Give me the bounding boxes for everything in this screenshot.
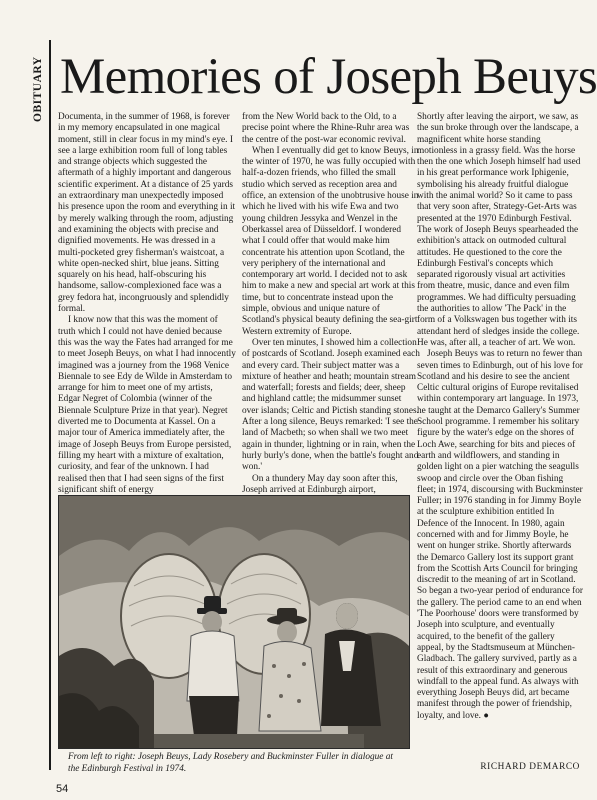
body-column-1 [58, 112, 236, 494]
article-photo [58, 495, 410, 749]
paragraph: When I eventually did get to know Beuys, in the winter of 1970, he was fully occupied with half-a-dozen friends, who filled the small studio which served as reception area and office, an extension of the unobtrusive house in which he lived with his wife Ewa and two young children Jessyka and Wenzel in the Oberkassel area of Düsseldorf. I wondered what I could offer that would make him concentrate his attention upon Scotland, the very periphery of the international and contemporary art world. I decided not to ask him to make a new and special art work at this time, but to concentrate instead upon the simple, obvious and unique nature of Scotland's physical beauty defining the sea-girt Western extremity of Europe. [242, 145, 419, 337]
page-number: 54 [56, 783, 69, 795]
paragraph: from the New World back to the Old, to a precise point where the Rhine-Ruhr area was the centre of the post-war economic revival. [242, 112, 410, 145]
body-column-2 [242, 112, 420, 494]
paragraph: I know now that this was the moment of truth which I could not have denied because this was the way the Fates had arranged for me to meet Joseph Beuys, on what I had innocently imagined was a journey from the 1968 Venice Biennale to see Edy de Wilde in Amsterdam to arrange for him to meet one of my artists, Edgar Negret of Colombia (winner of the Biennale Sculpture Prize in that year). Negret diverted me to Documenta at Kassel. On a major tour of America immediately after, the image of Joseph Beuys from Europe persisted, filling my heart with a mixture of exaltation, curiosity, and fear of the unknown. I had realised then that I had seen signs of the first significant shift of energy [58, 315, 236, 495]
photo-illustration [59, 496, 409, 748]
vertical-rule [49, 40, 51, 770]
body-column-3 [417, 112, 583, 772]
paragraph: Documenta, in the summer of 1968, is forever in my memory encapsulated in one magical moment, still in clear focus in my mind's eye. I see a large exhibition room full of long tables and strange objects which suggested the aftermath of a highly important and dangerous scientific experiment. At a distance of 25 yards an extraordinary man unexpectedly imposed his presence upon the room and everything in it by merely walking through the room, adjusting and examining the objects with precise and dignified movements. He was dressed in a multi-pocketed grey fisherman's waistcoat, a white open-necked shirt, blue jeans. Sitting squarely on his head, half-obscuring his handsome, sallow-complexioned face was a grey fedora hat, incongruously and splendidly formal. [58, 112, 236, 315]
photo-caption: From left to right: Joseph Beuys, Lady Rosebery and Buckminster Fuller in dialogue at the Edinburgh Festival in 1974. [68, 752, 393, 774]
paragraph: Joseph Beuys was to return no fewer than seven times to Edinburgh, out of his love for Scotland and his desire to see the ancient Celtic cultural origins of Europe revitalised within contemporary art language. In 1973, he taught at the Demarco Gallery's Summer School programme. I remember his solitary figure by the water's edge on the shores of Loch Awe, searching for bits and pieces of earth and wildflowers, and standing in golden light on a pier watching the seagulls swoop and circle over the Oban fishing fleet; in 1974, discoursing with Buckminster Fuller; in 1976 standing in for Jimmy Boyle at the sculpture exhibition entitled In Defence of the Innocent. In 1980, again concerned with and for Jimmy Boyle, he went on hunger strike. Shortly afterwards the Demarco Gallery lost its support grant from the Scottish Arts Council for bringing discredit to the meaning of art in Scotland. So began a two-year period of endurance for the gallery. The period came to an end when 'The Poorhouse' doors were transformed by Joseph into sculpture, and eventually acquired, to the benefit of the gallery appeal, by the Stadtsmuseum at München-Gladbach. The gallery survived, partly as a result of this extraordinary and generous windfall to the appeal fund. As always with everything Joseph Beuys did, art became manifest through the power of friendship, loyalty, and love. ● [417, 349, 583, 721]
author-byline: RICHARD DEMARCO [480, 762, 580, 772]
paragraph: Over ten minutes, I showed him a collection of postcards of Scotland. Joseph examined each and every card. Their subject matter was a mixture of heather and heath; mountain stream and waterfall; forests and fields; deer, sheep and highland cattle; the midsummer sunset over islands; Celtic and Pictish standing stones. After a long silence, Beuys remarked: 'I see the land of Macbeth; so when shall we two meet again in thunder, lightning or in rain, when the hurly burly's done, when the battle's fought and won.' [242, 337, 420, 473]
paragraph: On a thundery May day soon after this, Joseph arrived at Edinburgh airport, [242, 473, 398, 495]
section-label: OBITUARY [32, 56, 44, 122]
paragraph: Shortly after leaving the airport, we saw, as the sun broke through over the landscape, a magnificent white horse standing motionless in a grassy field. Was the horse then the one which Joseph himself had used in his great performance work Iphigenie, symbolising his already fruitful dialogue with the animal world? So it came to pass that very soon after, Strategy-Get-Arts was presented at the 1970 Edinburgh Festival. The work of Joseph Beuys spearheaded the exhibition's attack on outmoded cultural attitudes. He questioned to the core the Edinburgh Festival's concepts which separated rigorously visual art activities from theatre, music, dance and even film programmes. We had difficulty persuading the authorities to allow 'The Pack' in the form of a Volkswagen bus together with its attendant herd of sledges inside the college. He was, after all, a teacher of art. We won. [417, 112, 581, 348]
article-title: Memories of Joseph Beuys [60, 49, 597, 105]
